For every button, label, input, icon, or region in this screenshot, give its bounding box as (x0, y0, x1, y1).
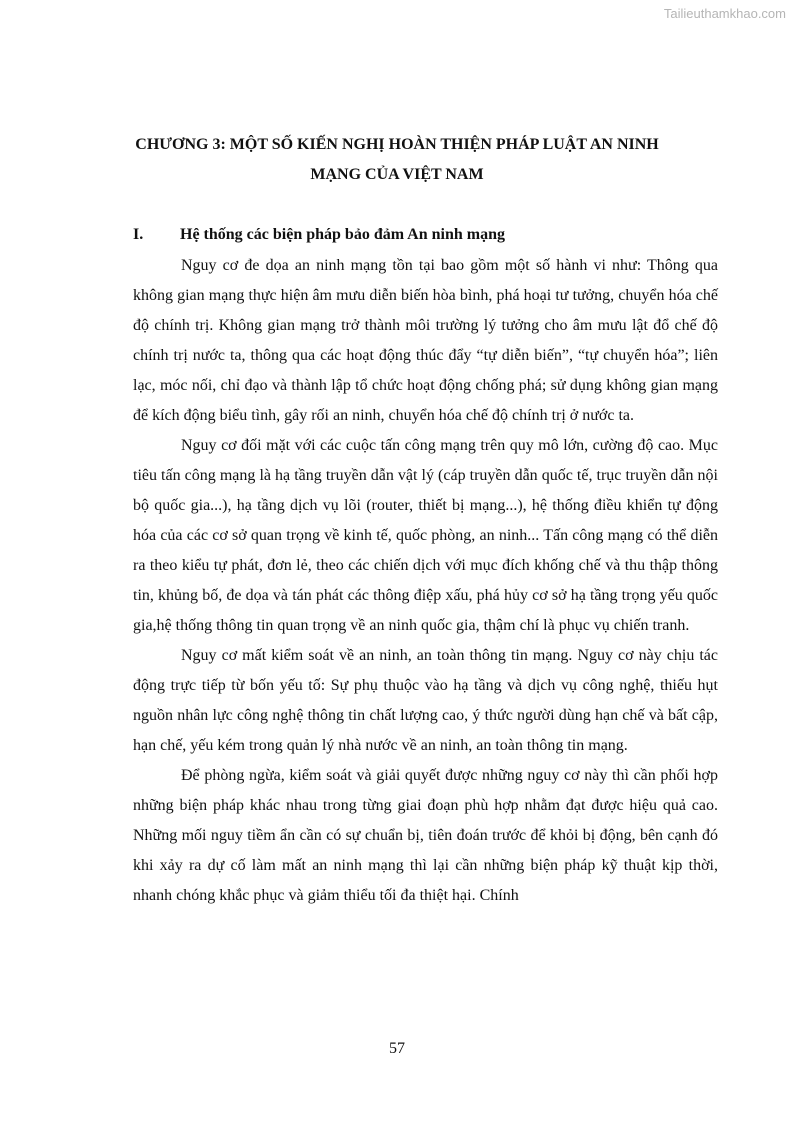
watermark: Tailieuthamkhao.com (663, 6, 786, 21)
chapter-title-line1: CHƯƠNG 3: MỘT SỐ KIẾN NGHỊ HOÀN THIỆN PHÁP LUẬT AN NINH (135, 136, 659, 153)
chapter-title (100, 130, 694, 190)
body-text (133, 251, 718, 911)
paragraph: Nguy cơ đối mặt với các cuộc tấn công mạng trên quy mô lớn, cường độ cao. Mục tiêu tấn công mạng là hạ tầng truyền dẫn vật lý (cáp truyền dẫn quốc tế, trục truyền dẫn nội bộ quốc gia...), hạ tầng dịch vụ lõi (router, thiết bị mạng...), hệ thống điều khiển tự động hóa của các cơ sở quan trọng về kinh tế, quốc phòng, an ninh... Tấn công mạng có thể diễn ra theo kiểu tự phát, đơn lẻ, theo các chiến dịch với mục đích khống chế và thu thập thông tin, khủng bố, đe dọa và tán phát các thông điệp xấu, phá hủy cơ sở hạ tầng trọng yếu quốc gia,hệ thống thông tin quan trọng về an ninh quốc gia, thậm chí là phục vụ chiến tranh. (133, 437, 718, 634)
section-heading (133, 223, 505, 247)
paragraph: Nguy cơ đe dọa an ninh mạng tồn tại bao gồm một số hành vi như: Thông qua không gian mạng thực hiện âm mưu diễn biến hòa bình, phá hoại tư tưởng, chuyển hóa chế độ chính trị. Không gian mạng trở thành môi trường lý tưởng cho âm mưu lật đổ chế độ chính trị nước ta, thông qua các hoạt động thúc đẩy “tự diễn biến”, “tự chuyển hóa”; liên lạc, móc nối, chỉ đạo và thành lập tổ chức hoạt động chống phá; sử dụng không gian mạng để kích động biểu tình, gây rối an ninh, chuyển hóa chế độ chính trị ở nước ta. (133, 257, 718, 424)
section-number: I. (133, 226, 144, 243)
paragraph: Nguy cơ mất kiểm soát về an ninh, an toàn thông tin mạng. Nguy cơ này chịu tác động trực tiếp từ bốn yếu tố: Sự phụ thuộc vào hạ tầng và dịch vụ công nghệ, thiếu hụt nguồn nhân lực công nghệ thông tin chất lượng cao, ý thức người dùng hạn chế và bất cập, hạn chế, yếu kém trong quản lý nhà nước về an ninh, an toàn thông tin mạng. (133, 647, 718, 754)
paragraph: Để phòng ngừa, kiểm soát và giải quyết được những nguy cơ này thì cần phối hợp những biện pháp khác nhau trong từng giai đoạn phù hợp nhằm đạt được hiệu quả cao. Những mối nguy tiềm ẩn cần có sự chuẩn bị, tiên đoán trước để khỏi bị động, bên cạnh đó khi xảy ra dự cố làm mất an ninh mạng thì lại cần những biện pháp kỹ thuật kịp thời, nhanh chóng khắc phục và giảm thiểu tối đa thiệt hại. Chính (133, 767, 718, 904)
page-number: 57 (389, 1040, 405, 1057)
chapter-title-line2: MẠNG CỦA VIỆT NAM (310, 166, 484, 183)
section-title: Hệ thống các biện pháp bảo đảm An ninh mạng (180, 226, 505, 243)
